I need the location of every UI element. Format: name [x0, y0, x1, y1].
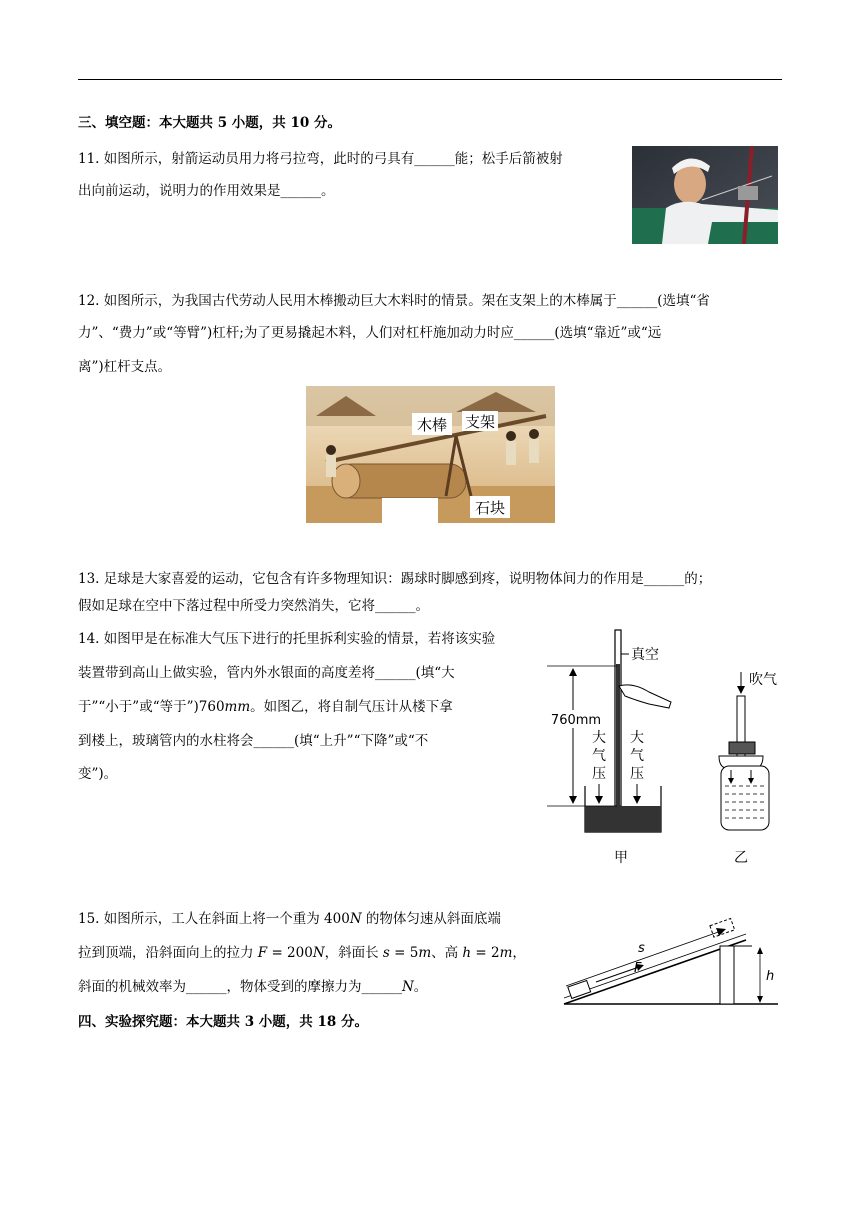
label-stone: 石块 — [474, 499, 506, 517]
q14-line5: 变”)。 — [78, 766, 118, 782]
header-rule — [78, 79, 782, 80]
atm-right-2: 气 — [630, 748, 644, 764]
label-h: h — [766, 969, 775, 984]
lever-scene-figure — [306, 386, 555, 523]
q15-line3: 斜面的机械效率为______，物体受到的摩擦力为______𝑁。 — [78, 979, 428, 995]
label-F: F — [634, 961, 642, 976]
label-760mm: 760mm — [550, 713, 602, 728]
archer-photo — [632, 146, 778, 244]
label-support: 支架 — [464, 413, 496, 431]
q15-line2: 拉到顶端，沿斜面向上的拉力 𝐹 = 200𝑁，斜面长 𝑠 = 5𝑚、高 ℎ = 2𝑚， — [78, 945, 526, 961]
incline-figure — [556, 910, 781, 1010]
q14-line2: 装置带到高山上做实验，管内外水银面的高度差将______(填“大 — [78, 665, 455, 681]
atm-right-1: 大 — [630, 730, 644, 746]
atm-left-2: 气 — [592, 748, 606, 764]
section3-heading: 三、填空题：本大题共 5 小题，共 10 分。 — [78, 115, 341, 131]
q11-line2: 出向前运动，说明力的作用效果是______。 — [78, 183, 335, 199]
q12-line1: 12. 如图所示，为我国古代劳动人民用木棒搬动巨大木料时的情景。架在支架上的木棒属于______(选填“省 — [78, 293, 710, 309]
q12-line2: 力”、“费力”或“等臂”)杠杆;为了更易撬起木料，人们对杠杆施加动力时应______(选填“靠近”或“远 — [78, 325, 662, 341]
atm-left-1: 大 — [592, 730, 606, 746]
q12-line3: 离”)杠杆支点。 — [78, 359, 172, 375]
caption-jia: 甲 — [614, 850, 628, 866]
label-stick: 木棒 — [416, 416, 448, 434]
section4-heading: 四、实验探究题：本大题共 3 小题，共 18 分。 — [78, 1014, 368, 1030]
atm-left-3: 压 — [592, 766, 606, 782]
label-vacuum: 真空 — [631, 647, 659, 663]
label-s: s — [638, 941, 645, 956]
q14-line4: 到楼上，玻璃管内的水柱将会______(填“上升”“下降”或“不 — [78, 733, 429, 749]
q13-line1: 13. 足球是大家喜爱的运动，它包含有许多物理知识：踢球时脚感到疼，说明物体间力的作用是______的； — [78, 571, 712, 587]
q14-line1: 14. 如图甲是在标准大气压下进行的托里拆利实验的情景，若将该实验 — [78, 631, 496, 647]
atm-right-3: 压 — [630, 766, 644, 782]
caption-yi: 乙 — [734, 850, 748, 866]
q11-line1: 11. 如图所示，射箭运动员用力将弓拉弯，此时的弓具有______能；松手后箭被射 — [78, 151, 563, 167]
label-blow: 吹气 — [749, 672, 777, 688]
q13-line2: 假如足球在空中下落过程中所受力突然消失，它将______。 — [78, 598, 429, 614]
q15-line1: 15. 如图所示，工人在斜面上将一个重为 400𝑁 的物体匀速从斜面底端 — [78, 911, 501, 927]
barometer-figure — [545, 626, 785, 870]
q14-line3: 于”“小于”或“等于”)760𝑚𝑚。如图乙，将自制气压计从楼下拿 — [78, 699, 453, 715]
